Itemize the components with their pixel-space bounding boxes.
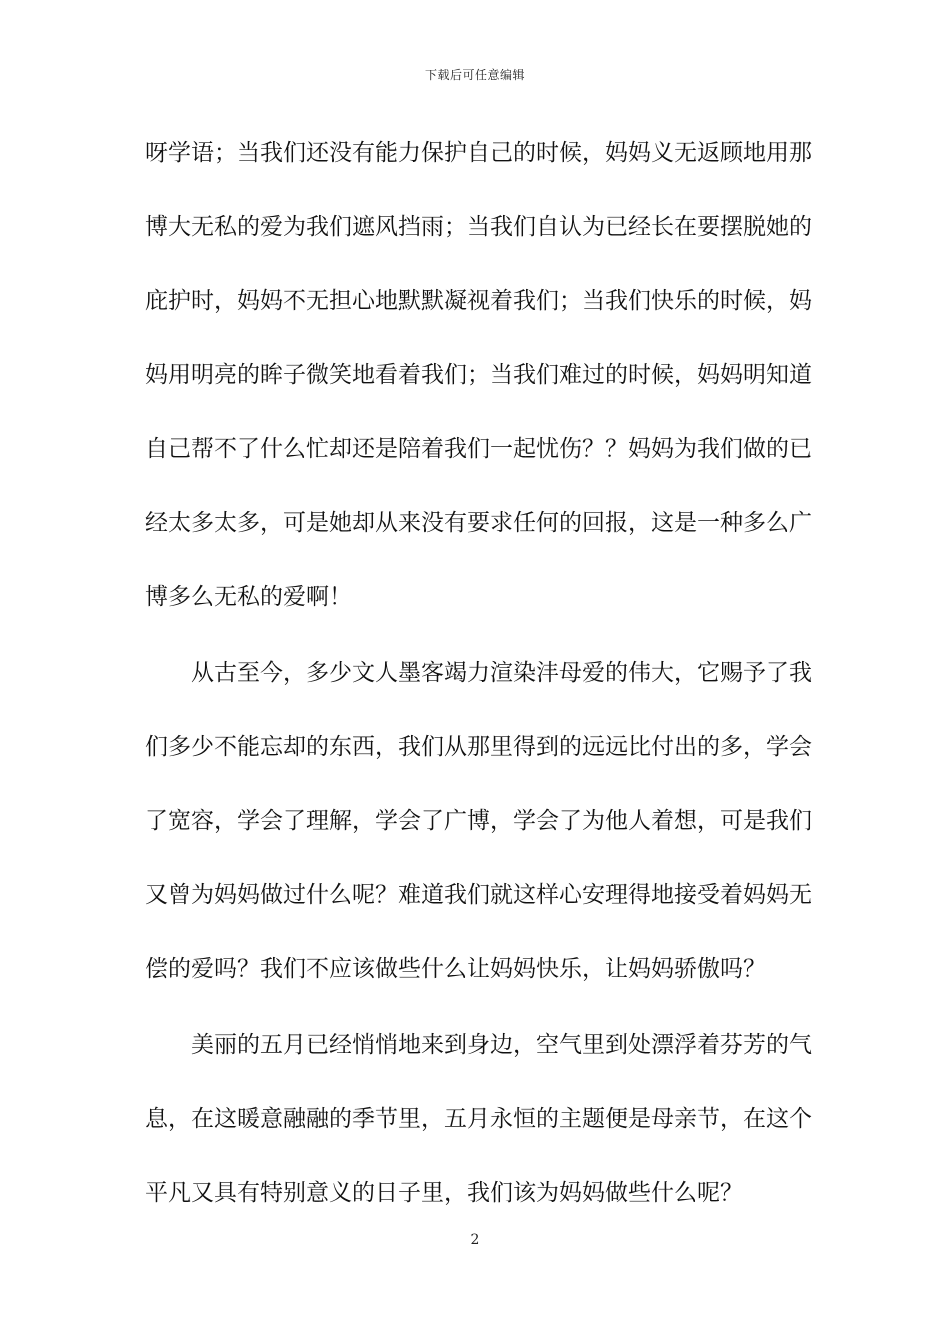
paragraph-first-line: 从古至今，多少文人墨客竭力渲染沣母爱的伟大，它赐予了我 [191, 660, 812, 686]
page-header: 下载后可任意编辑 [424, 68, 525, 82]
paragraph-first-line: 美丽的五月已经悄悄地来到身边，空气里到处漂浮着芬芳的气 [191, 1032, 812, 1058]
text-line: 们多少不能忘却的东西，我们从那里得到的远远比付出的多，学会 [145, 734, 812, 760]
text-line: 博多么无私的爱啊！ [145, 584, 352, 610]
text-line: 博大无私的爱为我们遮风挡雨；当我们自认为已经长在要摆脱她的 [145, 214, 812, 240]
text-line: 经太多太多，可是她却从来没有要求任何的回报，这是一种多么广 [145, 510, 812, 536]
text-line: 平凡又具有特别意义的日子里，我们该为妈妈做些什么呢？ [145, 1180, 743, 1206]
text-line: 妈用明亮的眸子微笑地看着我们；当我们难过的时候，妈妈明知道 [145, 362, 812, 388]
text-line: 了宽容，学会了理解，学会了广博，学会了为他人着想，可是我们 [145, 808, 812, 834]
text-line: 庇护时，妈妈不无担心地默默凝视着我们；当我们快乐的时候，妈 [145, 288, 812, 314]
text-line: 偿的爱吗？我们不应该做些什么让妈妈快乐，让妈妈骄傲吗？ [145, 956, 766, 982]
page-number: 2 [470, 1232, 480, 1248]
text-line: 息，在这暖意融融的季节里，五月永恒的主题便是母亲节，在这个 [145, 1106, 812, 1132]
text-line: 自己帮不了什么忙却还是陪着我们一起忧伤？？妈妈为我们做的已 [145, 436, 812, 462]
text-line: 又曾为妈妈做过什么呢？难道我们就这样心安理得地接受着妈妈无 [145, 882, 812, 908]
text-line: 呀学语；当我们还没有能力保护自己的时候，妈妈义无返顾地用那 [145, 140, 812, 166]
